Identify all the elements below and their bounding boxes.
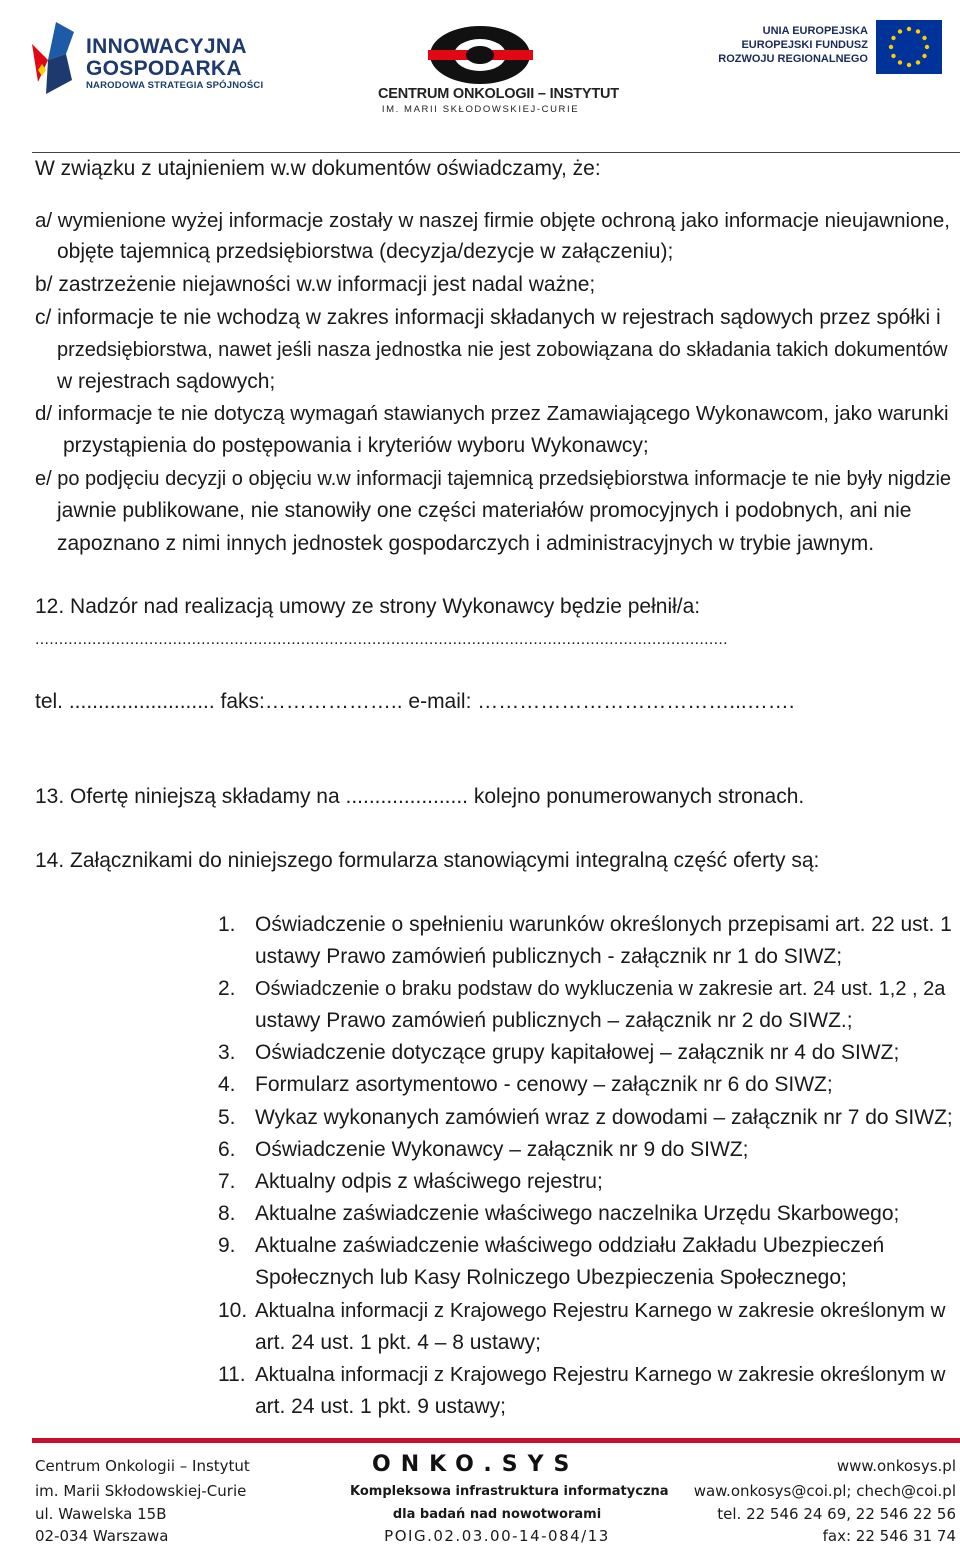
clause-b: b/ zastrzeżenie niejawności w.w informacji jest nadal ważne;: [35, 273, 596, 296]
clause-d-line2: przystąpienia do postępowania i kryteriów wyboru Wykonawcy;: [63, 434, 649, 457]
clause-c-line2: przedsiębiorstwa, nawet jeśli nasza jednostka nie jest zobowiązana do składania takich dokumentów: [57, 339, 948, 361]
intro-text: W związku z utajnieniem w.w dokumentów oświadczamy, że:: [35, 157, 601, 180]
list-item-number: 6.: [218, 1138, 236, 1161]
list-item-text: Aktualne zaświadczenie właściwego oddziału Zakładu Ubezpieczeń: [255, 1234, 885, 1257]
footer-phone: tel. 22 546 24 69, 22 546 22 56: [717, 1505, 956, 1523]
footer-mid-line3: dla badań nad nowotworami: [392, 1507, 602, 1522]
footer-left-line1: Centrum Onkologii – Instytut: [35, 1457, 250, 1475]
list-item-text-cont: art. 24 ust. 1 pkt. 4 – 8 ustawy;: [255, 1331, 541, 1354]
clause-c-line1: c/ informacje te nie wchodzą w zakres informacji składanych w rejestrach sądowych przez spółki i: [35, 306, 941, 329]
section-12: 12. Nadzór nad realizacją umowy ze strony Wykonawcy będzie pełnił/a:: [35, 595, 701, 618]
innowacyjna-gospodarka-logo: [24, 20, 264, 100]
ig-subtitle: NARODOWA STRATEGIA SPÓJNOŚCI: [86, 80, 264, 91]
list-item-text-cont: ustawy Prawo zamówień publicznych – załącznik nr 2 do SIWZ.;: [255, 1009, 853, 1032]
list-item-text-cont: Społecznych lub Kasy Rolniczego Ubezpieczenia Społecznego;: [255, 1266, 847, 1289]
list-item-text: Aktualne zaświadczenie właściwego naczelnika Urzędu Skarbowego;: [255, 1202, 900, 1225]
clause-e-line3: zapoznano z nimi innych jednostek gospodarczych i administracyjnych w trybie jawnym.: [57, 532, 875, 555]
list-item-number: 10.: [218, 1299, 248, 1322]
coi-title: CENTRUM ONKOLOGII – INSTYTUT: [378, 86, 619, 102]
footer-divider: [32, 1438, 960, 1443]
list-item-number: 3.: [218, 1041, 236, 1064]
footer-left-line4: 02-034 Warszawa: [35, 1527, 169, 1545]
list-item-text: Oświadczenie dotyczące grupy kapitałowej – załącznik nr 4 do SIWZ;: [255, 1041, 900, 1064]
list-item-number: 4.: [218, 1073, 236, 1096]
footer-website-link[interactable]: www.onkosys.pl: [836, 1457, 956, 1475]
list-item-number: 8.: [218, 1202, 236, 1225]
list-item-text: Aktualna informacji z Krajowego Rejestru Karnego w zakresie określonym w: [255, 1299, 946, 1322]
list-item-number: 5.: [218, 1106, 236, 1129]
onkosys-logo: ONKO.SYS: [372, 1452, 580, 1477]
clause-a-line2: objęte tajemnicą przedsiębiorstwa (decyzja/dezycje w załączeniu);: [57, 240, 674, 263]
list-item-text-cont: ustawy Prawo zamówień publicznych - załącznik nr 1 do SIWZ;: [255, 945, 843, 968]
list-item-text: Aktualny odpis z właściwego rejestru;: [255, 1170, 603, 1193]
clause-c-line3: w rejestrach sądowych;: [57, 370, 276, 393]
list-item-text-cont: art. 24 ust. 1 pkt. 9 ustawy;: [255, 1395, 506, 1418]
list-item-number: 1.: [218, 913, 236, 936]
coi-logo: [378, 20, 619, 120]
supervisor-dotted-line: ..................................................................................................................................................: [35, 631, 728, 648]
contact-line: tel. ......................... faks:……………….. e-mail: ………………………………...…….: [35, 690, 795, 713]
header-divider: [32, 152, 960, 153]
list-item-text: Wykaz wykonanych zamówień wraz z dowodami – załącznik nr 7 do SIWZ;: [255, 1106, 953, 1129]
footer-left-line2: im. Marii Skłodowskiej-Curie: [35, 1482, 247, 1500]
footer-mid-line4: POIG.02.03.00-14-084/13: [384, 1527, 610, 1545]
clause-e-line2: jawnie publikowane, nie stanowiły one części materiałów promocyjnych i podobnych, ani nie: [57, 499, 912, 522]
coi-subtitle: IM. MARII SKŁODOWSKIEJ-CURIE: [381, 104, 580, 115]
section-14: 14. Załącznikami do niniejszego formularza stanowiącymi integralną część oferty są:: [35, 849, 820, 872]
section-13: 13. Ofertę niniejszą składamy na ..................... kolejno ponumerowanych stronach.: [35, 785, 805, 808]
clause-e-line1: e/ po podjęciu decyzji o objęciu w.w informacji tajemnicą przedsiębiorstwa informacje te nie były nigdzie: [35, 468, 952, 490]
list-item-number: 7.: [218, 1170, 236, 1193]
clause-a-line1: a/ wymienione wyżej informacje zostały w naszej firmie objęte ochroną jako informacje nieujawnione,: [35, 209, 950, 232]
footer-fax: fax: 22 546 31 74: [822, 1527, 956, 1545]
list-item-number: 11.: [218, 1363, 246, 1386]
list-item-text: Oświadczenie Wykonawcy – załącznik nr 9 do SIWZ;: [255, 1138, 749, 1161]
footer-mid-line2: Kompleksowa infrastruktura informatyczna: [350, 1484, 669, 1499]
list-item-text: Oświadczenie o braku podstaw do wykluczenia w zakresie art. 24 ust. 1,2 , 2a: [255, 978, 946, 1000]
eu-logo: [700, 20, 950, 90]
list-item-text: Aktualna informacji z Krajowego Rejestru Karnego w zakresie określonym w: [255, 1363, 946, 1386]
eu-text: UNIA EUROPEJSKA EUROPEJSKI FUNDUSZ ROZWOJU REGIONALNEGO: [718, 25, 868, 65]
footer-left-line3: ul. Wawelska 15B: [35, 1505, 167, 1523]
list-item-number: 9.: [218, 1234, 236, 1257]
list-item-text: Oświadczenie o spełnieniu warunków określonych przepisami art. 22 ust. 1: [255, 913, 952, 936]
clause-d-line1: d/ informacje te nie dotyczą wymagań stawianych przez Zamawiającego Wykonawcom, jako warunki: [35, 402, 949, 425]
eu-flag-icon: [876, 20, 942, 74]
ig-star-shape-icon: [28, 20, 86, 98]
list-item-number: 2.: [218, 977, 236, 1000]
list-item-text: Formularz asortymentowo - cenowy – załącznik nr 6 do SIWZ;: [255, 1073, 833, 1096]
ig-title: INNOWACYJNA GOSPODARKA: [86, 35, 247, 80]
coi-emblem-icon: [428, 24, 533, 86]
footer-email-link[interactable]: waw.onkosys@coi.pl; chech@coi.pl: [693, 1482, 956, 1500]
